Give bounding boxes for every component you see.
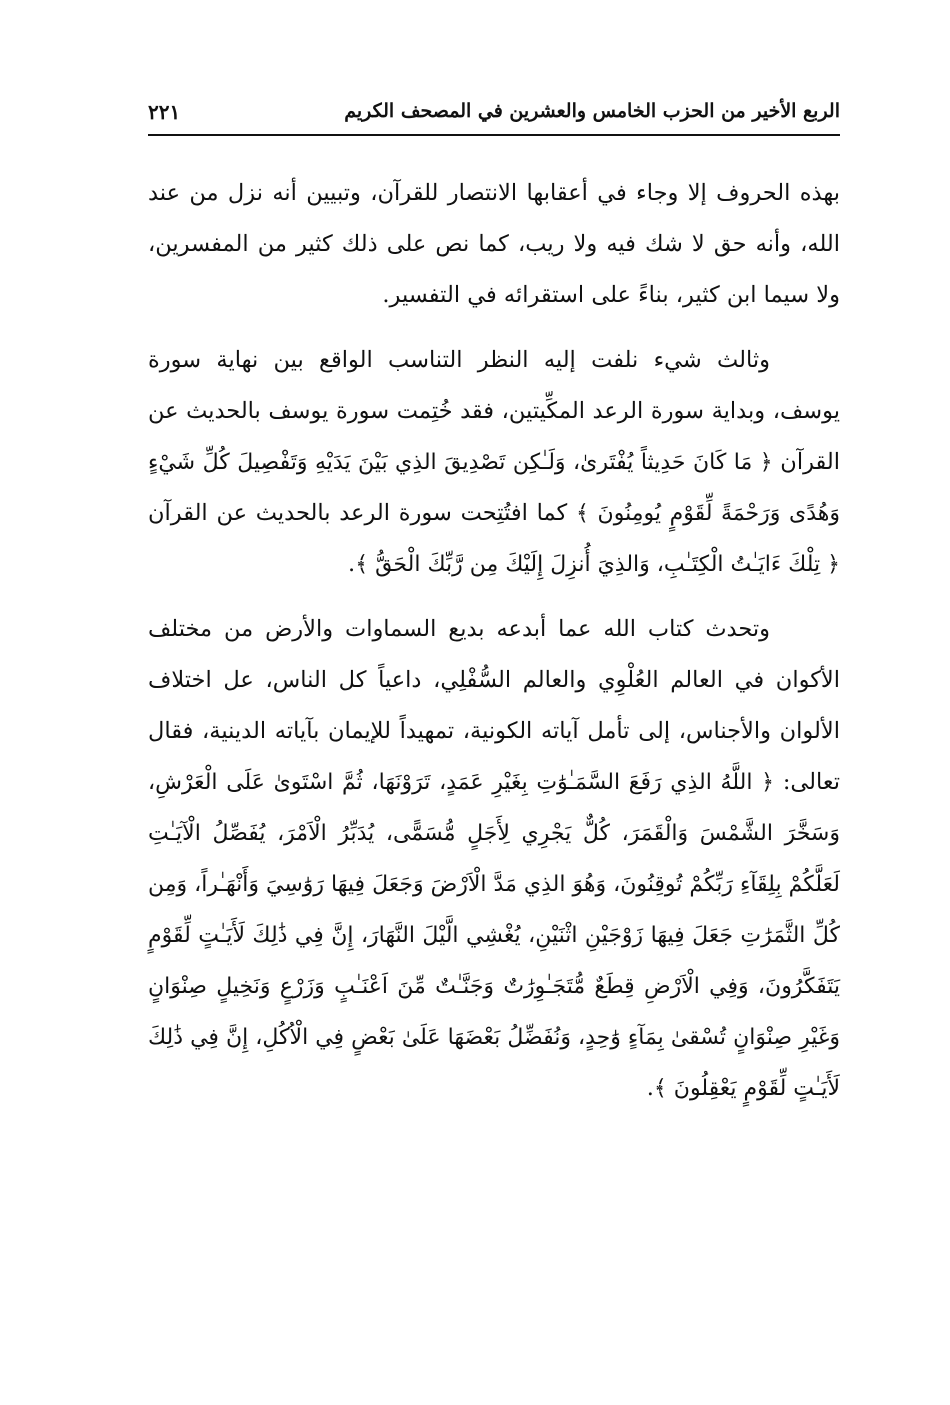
body-text <box>148 168 840 1114</box>
paragraph-text: . <box>348 551 356 577</box>
paragraph-3 <box>148 604 840 1114</box>
paragraph-text: كما افتُتِحت سورة الرعد بالحديث عن القرآن <box>148 500 577 526</box>
paragraph-text: وتحدث كتاب الله عما أبدعه بديع السماوات والأرض من مختلف الأكوان في العالم العُلْوِي والعالم السُّفْلِي، داعياً كل الناس، عل اختلاف الألوان والأجناس، إلى تأمل آياته الكونية، تمهيداً للإيمان بآياته الدينية، فقال تعالى: <box>148 616 840 795</box>
paragraph-text: . <box>646 1075 654 1101</box>
quran-quote: ﴿ مَا كَانَ حَدِيثاً يُفْتَرىٰ، وَلَـٰكِن تَصْدِيقَ الذِي بَيْنَ يَدَيْهِ وَتَفْصِيلَ كُلِّ شَيْءٍ وَهُدًى وَرَحْمَةً لِّقَوْمٍ يُومِنُونَ ﴾ <box>148 450 841 526</box>
paragraph-text: وثالث شيء نلفت إليه النظر التناسب الواقع بين نهاية سورة يوسف، وبداية سورة الرعد المكِّيتين، فقد خُتِمت سورة يوسف بالحديث عن القرآن <box>148 347 840 475</box>
page-header <box>148 96 840 136</box>
running-title: الربع الأخير من الحزب الخامس والعشرين في المصحف الكريم <box>344 100 840 122</box>
paragraph-1 <box>148 168 840 321</box>
page-number: ٢٢١ <box>148 100 181 124</box>
quran-quote: ﴿ تِلْكَ ءَايَـٰتُ الْكِتَـٰبِ، وَالذِيَ أُنزِلَ إِلَيْكَ مِن رَّبِّكَ الْحَقُّ ﴾ <box>355 552 840 577</box>
paragraph-2 <box>148 335 840 590</box>
quran-quote: ﴿ اللَّهُ الذِي رَفَعَ السَّمَـٰوَٰتِ بِغَيْرِ عَمَدٍ، تَرَوْنَهَا، ثُمَّ اسْتَوىٰ عَلَى الْعَرْشِ، وَسَخَّرَ الشَّمْسَ وَالْقَمَرَ، كُلٌّ يَجْرِي لِأَجَلٍ مُّسَمًّى، يُدَبِّرُ الْاَمْرَ، يُفَصِّلُ الْآيَـٰتِ لَعَلَّكُمْ بِلِقَآءِ رَبِّكُمْ تُوقِنُونَ، وَهُوَ الذِي مَدَّ الْاَرْضَ وَجَعَلَ فِيهَا رَوَٰسِيَ وَأَنْهَـٰراً، وَمِن كُلِّ الثَّمَرَٰتِ جَعَلَ فِيهَا زَوْجَيْنِ اثْنَيْنِ، يُغْشِي الَّيْلَ النَّهَارَ، إِنَّ فِي ذَٰلِكَ لَأَيَـٰتٍ لِّقَوْمٍ يَتَفَكَّرُونَ، وَفِي الْاَرْضِ قِطَعٌ مُّتَجَـٰوِرَٰتٌ وَجَنَّـٰتٌ مِّنَ اَعْنَـٰبٍ وَزَرْعٍ وَنَخِيلٍ صِنْوَانٍ وَغَيْرِ صِنْوَانٍ تُسْقىٰ بِمَآءٍ وَٰحِدٍ، وَنُفَضِّلُ بَعْضَهَا عَلَىٰ بَعْضٍ فِي الْاُكُلِ، إِنَّ فِي ذَٰلِكَ لَأَيَـٰتٍ لِّقَوْمٍ يَعْقِلُونَ ﴾ <box>148 770 840 1101</box>
paragraph-text: بهذه الحروف إلا وجاء في أعقابها الانتصار للقرآن، وتبيين أنه نزل من عند الله، وأنه حق لا شك فيه ولا ريب، كما نص على ذلك كثير من المفسرين، ولا سيما ابن كثير، بناءً على استقرائه في التفسير. <box>148 180 840 308</box>
